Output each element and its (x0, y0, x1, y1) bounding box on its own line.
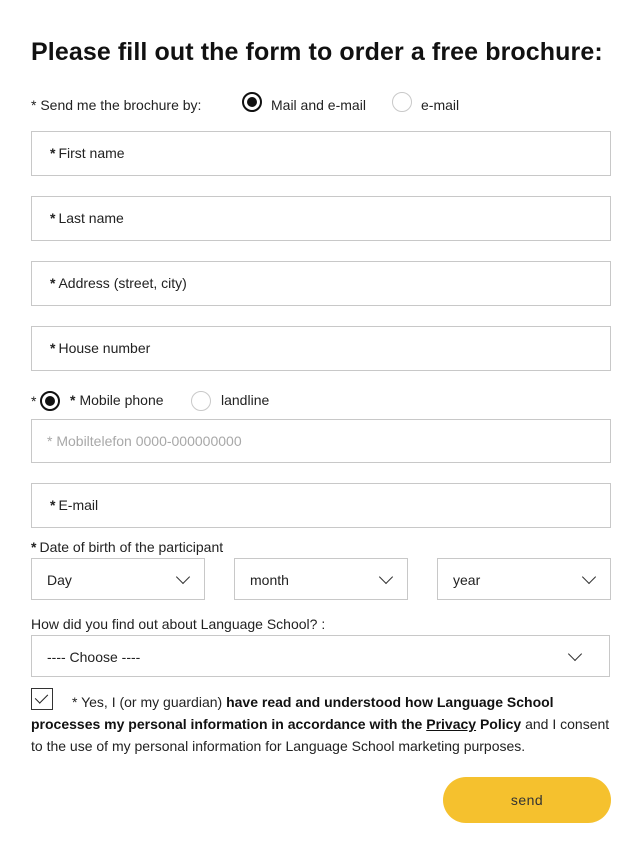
radio-mobile-phone[interactable] (40, 391, 60, 411)
first-name-placeholder: * First name (50, 145, 125, 161)
privacy-policy-link[interactable]: Privacy (426, 716, 477, 732)
phone-field[interactable] (31, 419, 611, 463)
radio-email[interactable] (392, 92, 412, 112)
email-field[interactable] (31, 483, 611, 528)
last-name-field[interactable] (31, 196, 611, 241)
consent-text: * Yes, I (or my guardian) have read and understood how Language School processes my personal information in accordance with the Privacy Policy and I consent to the use of my personal information for Language School marketing purposes. (31, 694, 610, 754)
source-value: ---- Choose ---- (47, 649, 141, 665)
house-number-field[interactable] (31, 326, 611, 371)
radio-email-label[interactable]: e-mail (421, 97, 460, 113)
address-placeholder: * Address (street, city) (50, 275, 187, 291)
dob-day-select[interactable] (31, 558, 205, 600)
send-button[interactable]: send (443, 777, 611, 823)
dob-month-select[interactable] (234, 558, 408, 600)
dob-year-select[interactable] (437, 558, 611, 600)
send-by-label: * Send me the brochure by: (31, 97, 202, 113)
house-number-placeholder: * House number (50, 340, 151, 356)
chevron-down-icon (582, 570, 596, 584)
radio-mobile-phone-label[interactable]: * Mobile phone (70, 392, 164, 408)
page-title: Please fill out the form to order a free brochure: (31, 38, 603, 66)
address-field[interactable] (31, 261, 611, 306)
chevron-down-icon (379, 570, 393, 584)
radio-landline[interactable] (191, 391, 211, 411)
first-name-field[interactable] (31, 131, 611, 176)
dob-label: * Date of birth of the participant (31, 539, 224, 555)
radio-landline-label[interactable]: landline (221, 392, 270, 408)
radio-mail-and-email-label[interactable]: Mail and e-mail (271, 97, 366, 113)
phone-placeholder: * Mobiltelefon 0000-000000000 (47, 433, 242, 449)
dob-year-value: year (453, 572, 481, 588)
chevron-down-icon (176, 570, 190, 584)
source-select[interactable] (31, 635, 610, 677)
dob-day-value: Day (47, 572, 72, 588)
chevron-down-icon (568, 647, 582, 661)
radio-mail-and-email[interactable] (242, 92, 262, 112)
phone-type-required-star: * (31, 393, 37, 409)
source-label: How did you find out about Language School? : (31, 616, 326, 632)
dob-month-value: month (250, 572, 289, 588)
last-name-placeholder: * Last name (50, 210, 124, 226)
email-placeholder: * E-mail (50, 497, 99, 513)
